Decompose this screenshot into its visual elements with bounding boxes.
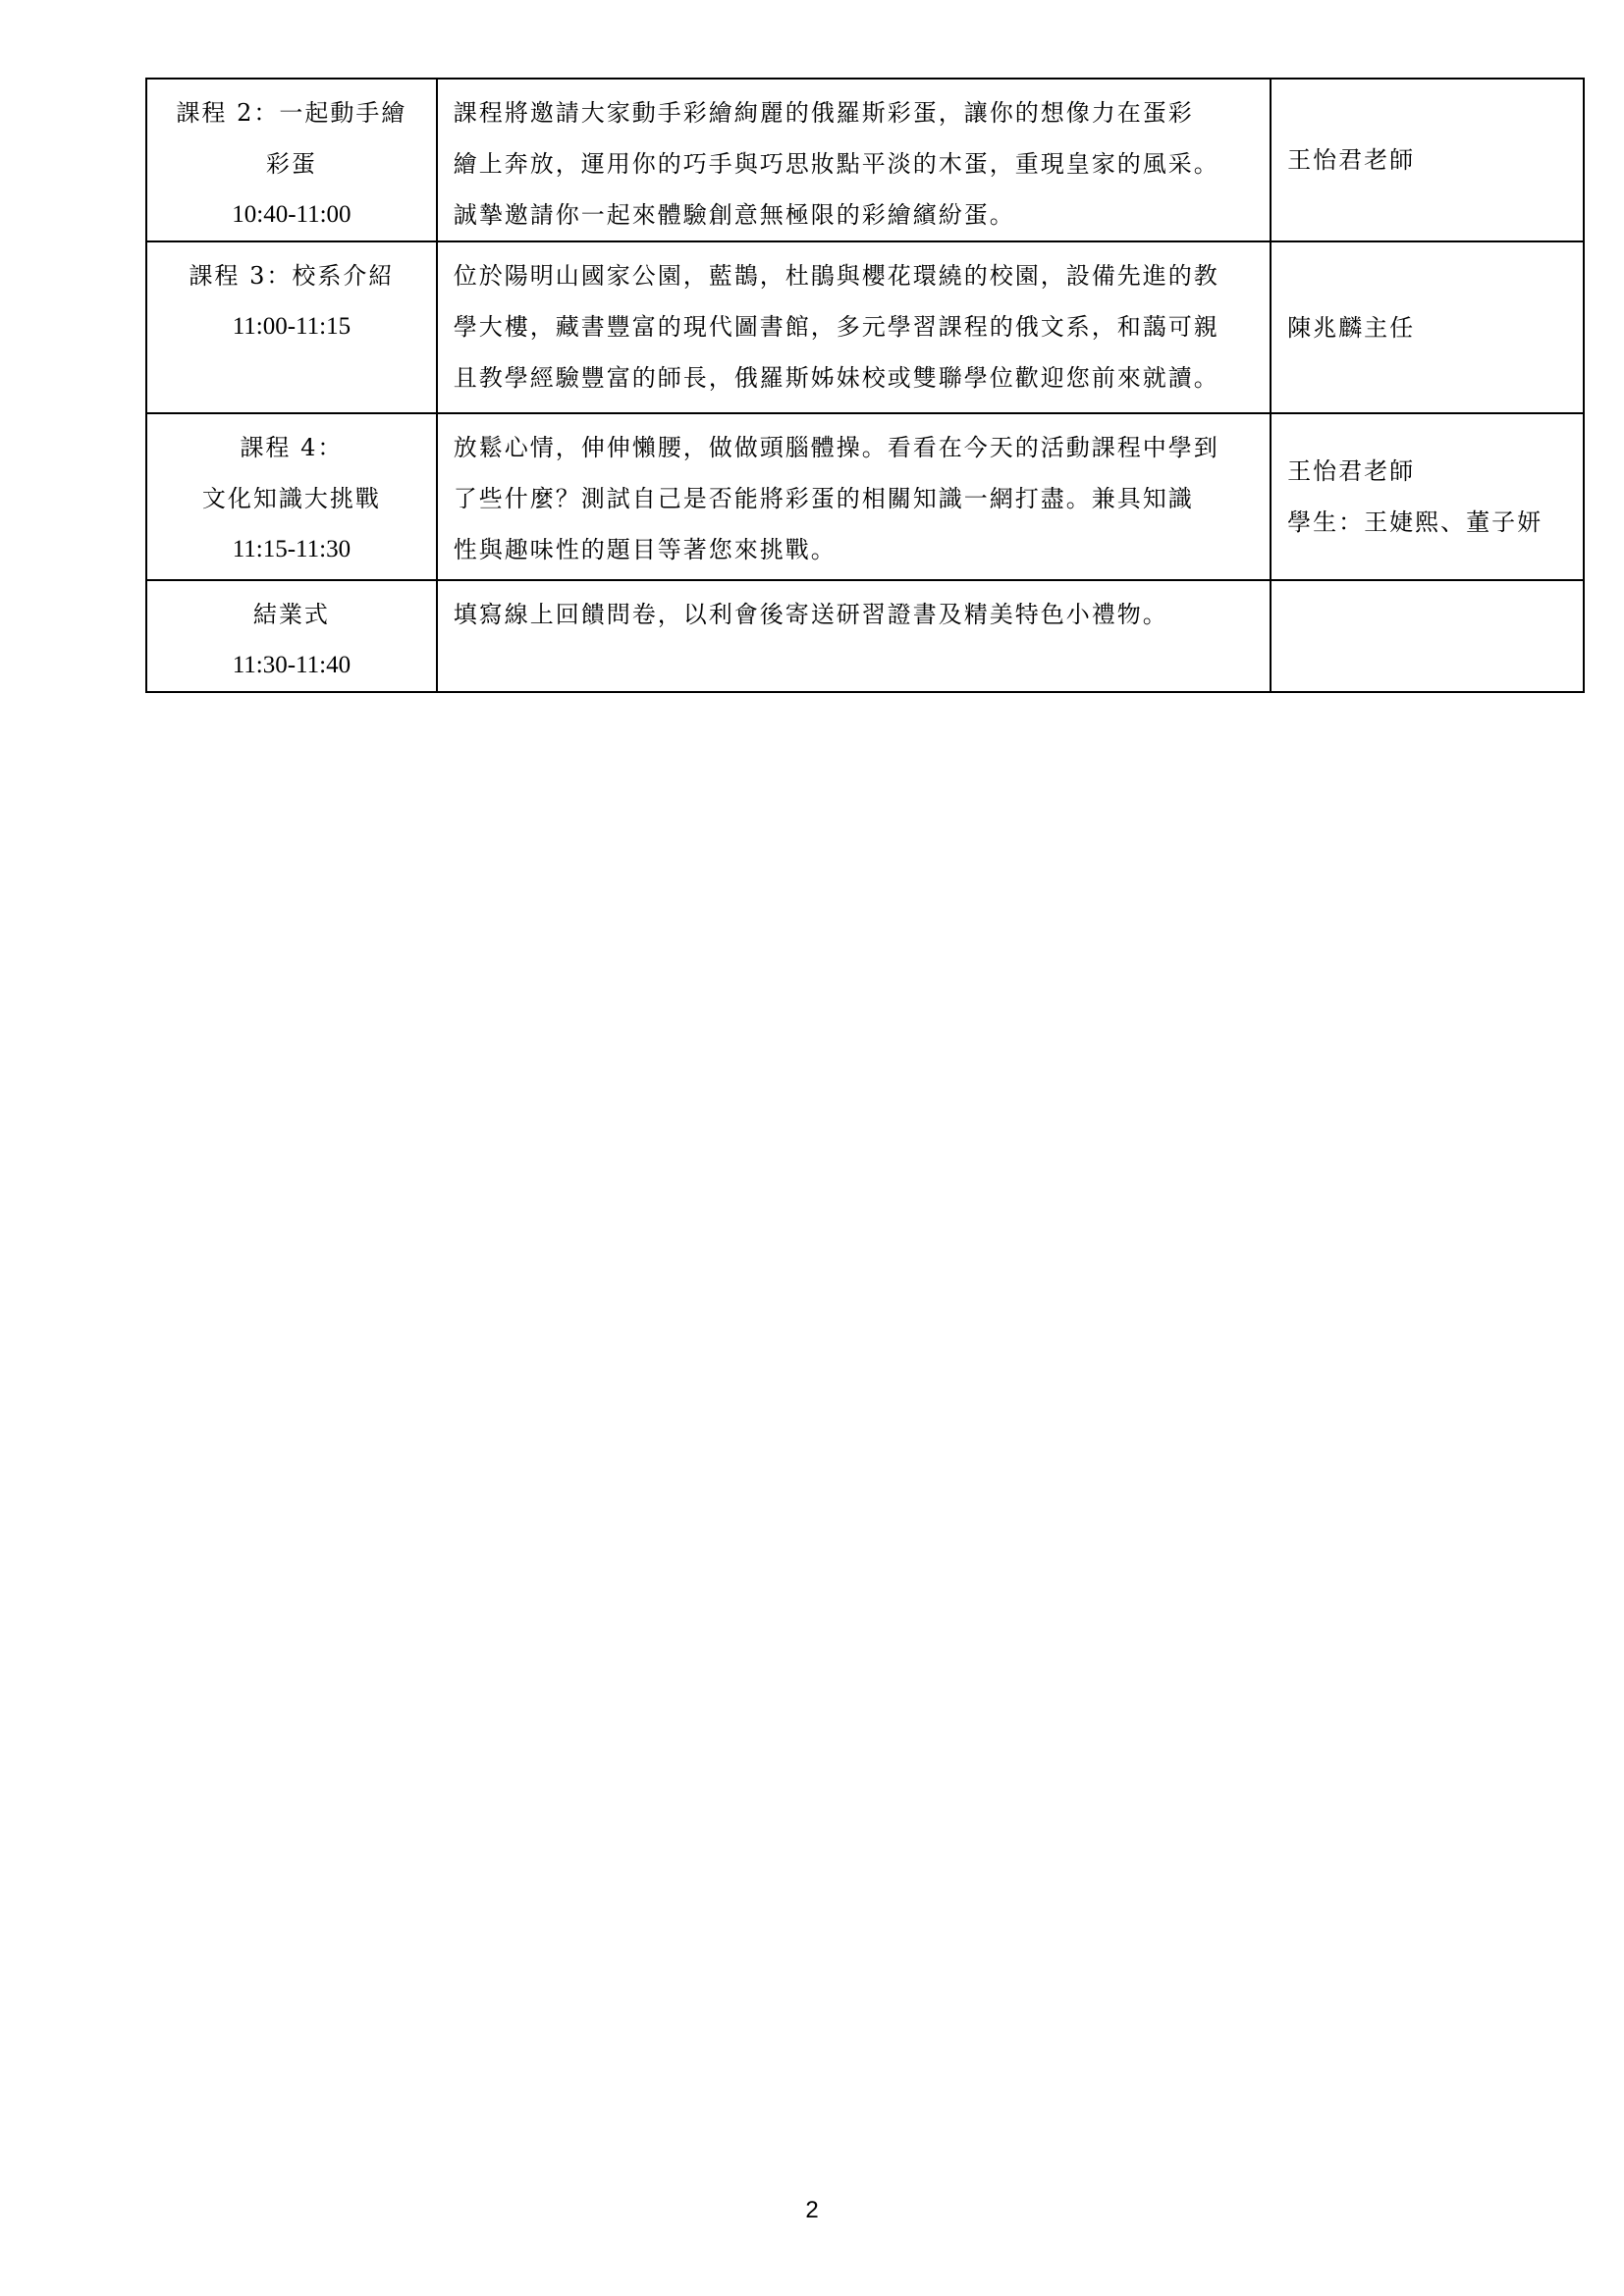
session-title: 課程 2：一起動手繪 bbox=[176, 99, 407, 127]
page-number: 2 bbox=[805, 2197, 819, 2223]
session-cell bbox=[146, 241, 437, 413]
session-time: 11:30-11:40 bbox=[232, 652, 352, 678]
session-time: 11:00-11:15 bbox=[232, 313, 352, 340]
description-line: 位於陽明山國家公園，藍鵲，杜鵑與櫻花環繞的校園，設備先進的教 bbox=[453, 262, 1219, 290]
lead-name: 王怡君老師 bbox=[1287, 457, 1416, 485]
lead-name: 王怡君老師 bbox=[1287, 146, 1416, 174]
session-title: 結業式 bbox=[252, 601, 330, 628]
schedule-row bbox=[146, 413, 1584, 580]
session-cell bbox=[146, 79, 437, 241]
description-cell bbox=[437, 79, 1271, 241]
lead-name: 陳兆麟主任 bbox=[1287, 313, 1416, 342]
description-line: 學大樓，藏書豐富的現代圖書館，多元學習課程的俄文系，和藹可親 bbox=[453, 313, 1219, 341]
description-line: 課程將邀請大家動手彩繪絢麗的俄羅斯彩蛋，讓你的想像力在蛋彩 bbox=[453, 99, 1194, 127]
lead-cell bbox=[1271, 413, 1584, 580]
schedule-table bbox=[145, 78, 1585, 693]
lead-name: 學生：王婕熙、董子妍 bbox=[1287, 508, 1543, 536]
session-time: 10:40-11:00 bbox=[232, 201, 352, 228]
description-cell bbox=[437, 241, 1271, 413]
description-cell bbox=[437, 580, 1271, 692]
description-line: 填寫線上回饋問卷，以利會後寄送研習證書及精美特色小禮物。 bbox=[453, 601, 1168, 628]
description-line: 性與趣味性的題目等著您來挑戰。 bbox=[453, 536, 837, 563]
description-line: 繪上奔放，運用你的巧手與巧思妝點平淡的木蛋，重現皇家的風采。 bbox=[453, 150, 1219, 178]
schedule-row bbox=[146, 580, 1584, 692]
description-line: 放鬆心情，伸伸懶腰，做做頭腦體操。看看在今天的活動課程中學到 bbox=[453, 434, 1219, 461]
session-title: 彩蛋 bbox=[265, 150, 317, 178]
schedule-row bbox=[146, 241, 1584, 413]
lead-cell bbox=[1271, 241, 1584, 413]
session-cell bbox=[146, 413, 437, 580]
session-title: 文化知識大挑戰 bbox=[201, 485, 381, 512]
session-title: 課程 3：校系介紹 bbox=[189, 262, 395, 290]
description-line: 了些什麼？測試自己是否能將彩蛋的相關知識一網打盡。兼具知識 bbox=[453, 485, 1194, 512]
session-title: 課程 4： bbox=[240, 434, 344, 461]
description-line: 誠摯邀請你一起來體驗創意無極限的彩繪繽紛蛋。 bbox=[453, 201, 1015, 229]
lead-cell bbox=[1271, 79, 1584, 241]
lead-cell bbox=[1271, 580, 1584, 692]
description-cell bbox=[437, 413, 1271, 580]
session-time: 11:15-11:30 bbox=[232, 536, 352, 562]
session-cell bbox=[146, 580, 437, 692]
description-line: 且教學經驗豐富的師長，俄羅斯姊妹校或雙聯學位歡迎您前來就讀。 bbox=[453, 364, 1219, 392]
schedule-row bbox=[146, 79, 1584, 241]
